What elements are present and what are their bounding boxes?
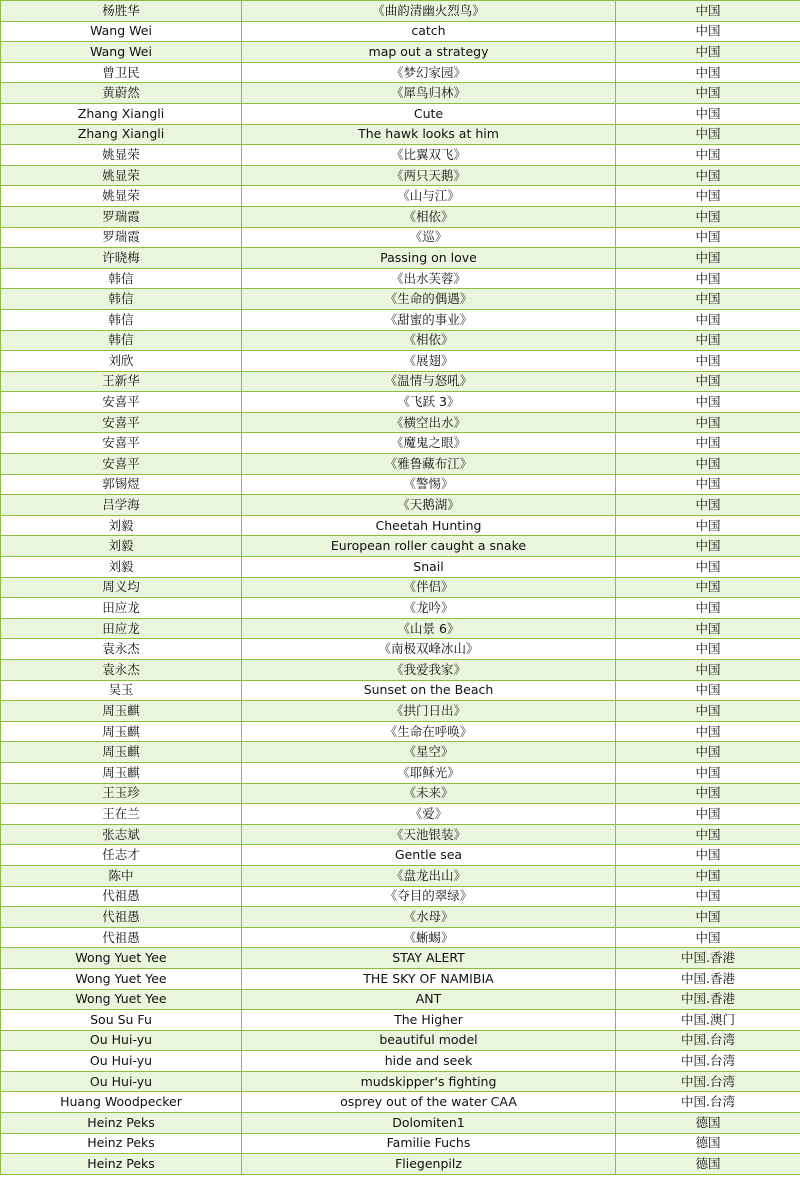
table-row [1, 701, 800, 722]
country-cell: 中国 [616, 845, 800, 866]
title-cell: 《甜蜜的事业》 [242, 309, 616, 330]
country-cell: 中国 [616, 165, 800, 186]
table-row [1, 618, 800, 639]
country-cell: 中国 [616, 660, 800, 681]
country-cell: 中国.香港 [616, 989, 800, 1010]
country-cell: 中国 [616, 577, 800, 598]
table-row [1, 1010, 800, 1031]
author-cell: 罗瑞霞 [1, 206, 242, 227]
title-cell: 《夺目的翠绿》 [242, 886, 616, 907]
country-cell: 德国 [616, 1113, 800, 1134]
table-row [1, 42, 800, 63]
country-cell: 中国 [616, 289, 800, 310]
title-cell: Sunset on the Beach [242, 680, 616, 701]
table-row [1, 289, 800, 310]
author-cell: Sou Su Fu [1, 1010, 242, 1031]
table-row [1, 124, 800, 145]
table-row [1, 865, 800, 886]
table-row [1, 536, 800, 557]
table-row [1, 1154, 800, 1175]
table-row [1, 1133, 800, 1154]
table-row [1, 907, 800, 928]
title-cell: 《山景 6》 [242, 618, 616, 639]
title-cell: Dolomiten1 [242, 1113, 616, 1134]
table-row [1, 824, 800, 845]
country-cell: 中国 [616, 783, 800, 804]
author-cell: 韩信 [1, 309, 242, 330]
table-row [1, 804, 800, 825]
title-cell: 《龙吟》 [242, 598, 616, 619]
table-row [1, 83, 800, 104]
author-cell: 黄蔚然 [1, 83, 242, 104]
table-row [1, 1071, 800, 1092]
title-cell: The Higher [242, 1010, 616, 1031]
table-row [1, 680, 800, 701]
table-row [1, 577, 800, 598]
table-row [1, 433, 800, 454]
table-row [1, 660, 800, 681]
title-cell: STAY ALERT [242, 948, 616, 969]
country-cell: 中国 [616, 351, 800, 372]
table-row [1, 454, 800, 475]
title-cell: Cute [242, 103, 616, 124]
author-cell: 周玉麒 [1, 721, 242, 742]
author-cell: 陈中 [1, 865, 242, 886]
country-cell: 中国 [616, 721, 800, 742]
title-cell: 《天池银装》 [242, 824, 616, 845]
title-cell: 《拱门日出》 [242, 701, 616, 722]
country-cell: 中国 [616, 598, 800, 619]
country-cell: 中国 [616, 557, 800, 578]
title-cell: 《山与江》 [242, 186, 616, 207]
author-cell: 姚显荣 [1, 165, 242, 186]
author-cell: 罗瑞霞 [1, 227, 242, 248]
title-cell: 《出水芙蓉》 [242, 268, 616, 289]
country-cell: 中国 [616, 886, 800, 907]
country-cell: 中国.台湾 [616, 1071, 800, 1092]
country-cell: 德国 [616, 1154, 800, 1175]
author-cell: Ou Hui-yu [1, 1051, 242, 1072]
country-cell: 中国.台湾 [616, 1051, 800, 1072]
title-cell: 《伴侣》 [242, 577, 616, 598]
author-cell: 吴玉 [1, 680, 242, 701]
table-row [1, 1113, 800, 1134]
table-row [1, 248, 800, 269]
author-cell: 姚显荣 [1, 186, 242, 207]
author-cell: 郭锡煜 [1, 474, 242, 495]
author-cell: 田应龙 [1, 618, 242, 639]
table-row [1, 186, 800, 207]
table-row [1, 1, 800, 22]
author-cell: 周玉麒 [1, 701, 242, 722]
country-cell: 中国 [616, 62, 800, 83]
country-cell: 中国 [616, 392, 800, 413]
table-row [1, 783, 800, 804]
title-cell: Passing on love [242, 248, 616, 269]
country-cell: 中国 [616, 186, 800, 207]
country-cell: 中国 [616, 42, 800, 63]
author-cell: Heinz Peks [1, 1113, 242, 1134]
country-cell: 中国 [616, 433, 800, 454]
author-cell: 田应龙 [1, 598, 242, 619]
table-row [1, 268, 800, 289]
table-row [1, 392, 800, 413]
country-cell: 中国 [616, 824, 800, 845]
table-row [1, 515, 800, 536]
country-cell: 中国 [616, 639, 800, 660]
author-cell: Ou Hui-yu [1, 1030, 242, 1051]
country-cell: 中国 [616, 618, 800, 639]
table-row [1, 165, 800, 186]
title-cell: 《耶稣光》 [242, 762, 616, 783]
country-cell: 中国.香港 [616, 968, 800, 989]
author-cell: Zhang Xiangli [1, 124, 242, 145]
title-cell: mudskipper's fighting [242, 1071, 616, 1092]
author-cell: Wong Yuet Yee [1, 989, 242, 1010]
author-cell: 杨胜华 [1, 1, 242, 22]
title-cell: 《雅鲁藏布江》 [242, 454, 616, 475]
country-cell: 中国 [616, 1, 800, 22]
title-cell: European roller caught a snake [242, 536, 616, 557]
country-cell: 中国 [616, 474, 800, 495]
author-cell: 代祖愚 [1, 927, 242, 948]
title-cell: 《我爱我家》 [242, 660, 616, 681]
title-cell: hide and seek [242, 1051, 616, 1072]
table-row [1, 206, 800, 227]
country-cell: 中国 [616, 309, 800, 330]
title-cell: 《曲韵清幽火烈鸟》 [242, 1, 616, 22]
country-cell: 中国 [616, 227, 800, 248]
author-cell: 韩信 [1, 268, 242, 289]
title-cell: THE SKY OF NAMIBIA [242, 968, 616, 989]
author-cell: 代祖愚 [1, 886, 242, 907]
title-cell: 《梦幻家园》 [242, 62, 616, 83]
country-cell: 中国 [616, 927, 800, 948]
author-cell: 安喜平 [1, 433, 242, 454]
country-cell: 中国.台湾 [616, 1030, 800, 1051]
table-row [1, 1051, 800, 1072]
title-cell: 《盘龙出山》 [242, 865, 616, 886]
table-row [1, 989, 800, 1010]
table-row [1, 495, 800, 516]
author-cell: 安喜平 [1, 454, 242, 475]
country-cell: 中国.澳门 [616, 1010, 800, 1031]
table-row [1, 948, 800, 969]
country-cell: 中国 [616, 762, 800, 783]
title-cell: 《相依》 [242, 206, 616, 227]
title-cell: 《温情与怒吼》 [242, 371, 616, 392]
table-row [1, 557, 800, 578]
author-cell: 刘毅 [1, 515, 242, 536]
country-cell: 中国 [616, 145, 800, 166]
author-cell: 安喜平 [1, 412, 242, 433]
title-cell: 《横空出水》 [242, 412, 616, 433]
author-cell: 代祖愚 [1, 907, 242, 928]
title-cell: 《爱》 [242, 804, 616, 825]
country-cell: 中国 [616, 701, 800, 722]
country-cell: 中国.台湾 [616, 1092, 800, 1113]
table-row [1, 721, 800, 742]
table-row [1, 845, 800, 866]
table-row [1, 103, 800, 124]
table-row [1, 21, 800, 42]
table-row [1, 412, 800, 433]
country-cell: 中国 [616, 412, 800, 433]
author-cell: Zhang Xiangli [1, 103, 242, 124]
author-cell: 吕学海 [1, 495, 242, 516]
author-cell: 许晓梅 [1, 248, 242, 269]
author-cell: Heinz Peks [1, 1133, 242, 1154]
country-cell: 中国 [616, 268, 800, 289]
title-cell: 《飞跃 3》 [242, 392, 616, 413]
title-cell: 《蜥蜴》 [242, 927, 616, 948]
country-cell: 中国 [616, 371, 800, 392]
table-row [1, 886, 800, 907]
author-cell: 姚显荣 [1, 145, 242, 166]
title-cell: Familie Fuchs [242, 1133, 616, 1154]
country-cell: 中国 [616, 124, 800, 145]
title-cell: 《生命在呼唤》 [242, 721, 616, 742]
title-cell: 《犀鸟归林》 [242, 83, 616, 104]
table-row [1, 1092, 800, 1113]
country-cell: 中国 [616, 83, 800, 104]
author-cell: 韩信 [1, 330, 242, 351]
author-cell: 刘毅 [1, 557, 242, 578]
title-cell: 《警惕》 [242, 474, 616, 495]
author-cell: Huang Woodpecker [1, 1092, 242, 1113]
country-cell: 中国 [616, 742, 800, 763]
title-cell: Gentle sea [242, 845, 616, 866]
author-cell: 袁永杰 [1, 660, 242, 681]
title-cell: osprey out of the water CAA [242, 1092, 616, 1113]
country-cell: 中国 [616, 536, 800, 557]
author-cell: 曾卫民 [1, 62, 242, 83]
table-row [1, 639, 800, 660]
title-cell: Snail [242, 557, 616, 578]
author-cell: Wong Yuet Yee [1, 948, 242, 969]
title-cell: catch [242, 21, 616, 42]
title-cell: 《水母》 [242, 907, 616, 928]
country-cell: 中国 [616, 495, 800, 516]
author-cell: 周玉麒 [1, 742, 242, 763]
country-cell: 中国 [616, 454, 800, 475]
award-list-body [1, 1, 800, 1175]
table-row [1, 330, 800, 351]
table-row [1, 227, 800, 248]
author-cell: 王玉珍 [1, 783, 242, 804]
country-cell: 中国 [616, 680, 800, 701]
country-cell: 中国 [616, 865, 800, 886]
title-cell: 《展翅》 [242, 351, 616, 372]
table-row [1, 1030, 800, 1051]
title-cell: map out a strategy [242, 42, 616, 63]
table-row [1, 351, 800, 372]
author-cell: 刘毅 [1, 536, 242, 557]
title-cell: Cheetah Hunting [242, 515, 616, 536]
title-cell: 《比翼双飞》 [242, 145, 616, 166]
table-row [1, 927, 800, 948]
country-cell: 中国 [616, 907, 800, 928]
title-cell: 《两只天鹅》 [242, 165, 616, 186]
title-cell: Fliegenpilz [242, 1154, 616, 1175]
table-row [1, 309, 800, 330]
author-cell: 周玉麒 [1, 762, 242, 783]
country-cell: 中国 [616, 330, 800, 351]
author-cell: Wang Wei [1, 42, 242, 63]
table-row [1, 145, 800, 166]
country-cell: 中国 [616, 103, 800, 124]
title-cell: 《相依》 [242, 330, 616, 351]
country-cell: 中国 [616, 248, 800, 269]
author-cell: 韩信 [1, 289, 242, 310]
author-cell: Wang Wei [1, 21, 242, 42]
title-cell: The hawk looks at him [242, 124, 616, 145]
table-row [1, 474, 800, 495]
author-cell: 安喜平 [1, 392, 242, 413]
country-cell: 中国 [616, 804, 800, 825]
author-cell: 袁永杰 [1, 639, 242, 660]
title-cell: 《巡》 [242, 227, 616, 248]
title-cell: 《魔鬼之眼》 [242, 433, 616, 454]
country-cell: 中国 [616, 21, 800, 42]
table-row [1, 598, 800, 619]
country-cell: 中国 [616, 206, 800, 227]
table-row [1, 968, 800, 989]
author-cell: Wong Yuet Yee [1, 968, 242, 989]
title-cell: 《生命的偶遇》 [242, 289, 616, 310]
author-cell: 刘欣 [1, 351, 242, 372]
author-cell: 张志斌 [1, 824, 242, 845]
table-row [1, 371, 800, 392]
author-cell: 王新华 [1, 371, 242, 392]
author-cell: 王在兰 [1, 804, 242, 825]
table-row [1, 762, 800, 783]
title-cell: ANT [242, 989, 616, 1010]
table-row [1, 62, 800, 83]
author-cell: Ou Hui-yu [1, 1071, 242, 1092]
country-cell: 中国 [616, 515, 800, 536]
country-cell: 德国 [616, 1133, 800, 1154]
author-cell: Heinz Peks [1, 1154, 242, 1175]
country-cell: 中国.香港 [616, 948, 800, 969]
title-cell: 《天鹅湖》 [242, 495, 616, 516]
title-cell: 《南极双峰冰山》 [242, 639, 616, 660]
author-cell: 周义均 [1, 577, 242, 598]
author-cell: 任志才 [1, 845, 242, 866]
title-cell: beautiful model [242, 1030, 616, 1051]
title-cell: 《未来》 [242, 783, 616, 804]
table-row [1, 742, 800, 763]
title-cell: 《星空》 [242, 742, 616, 763]
